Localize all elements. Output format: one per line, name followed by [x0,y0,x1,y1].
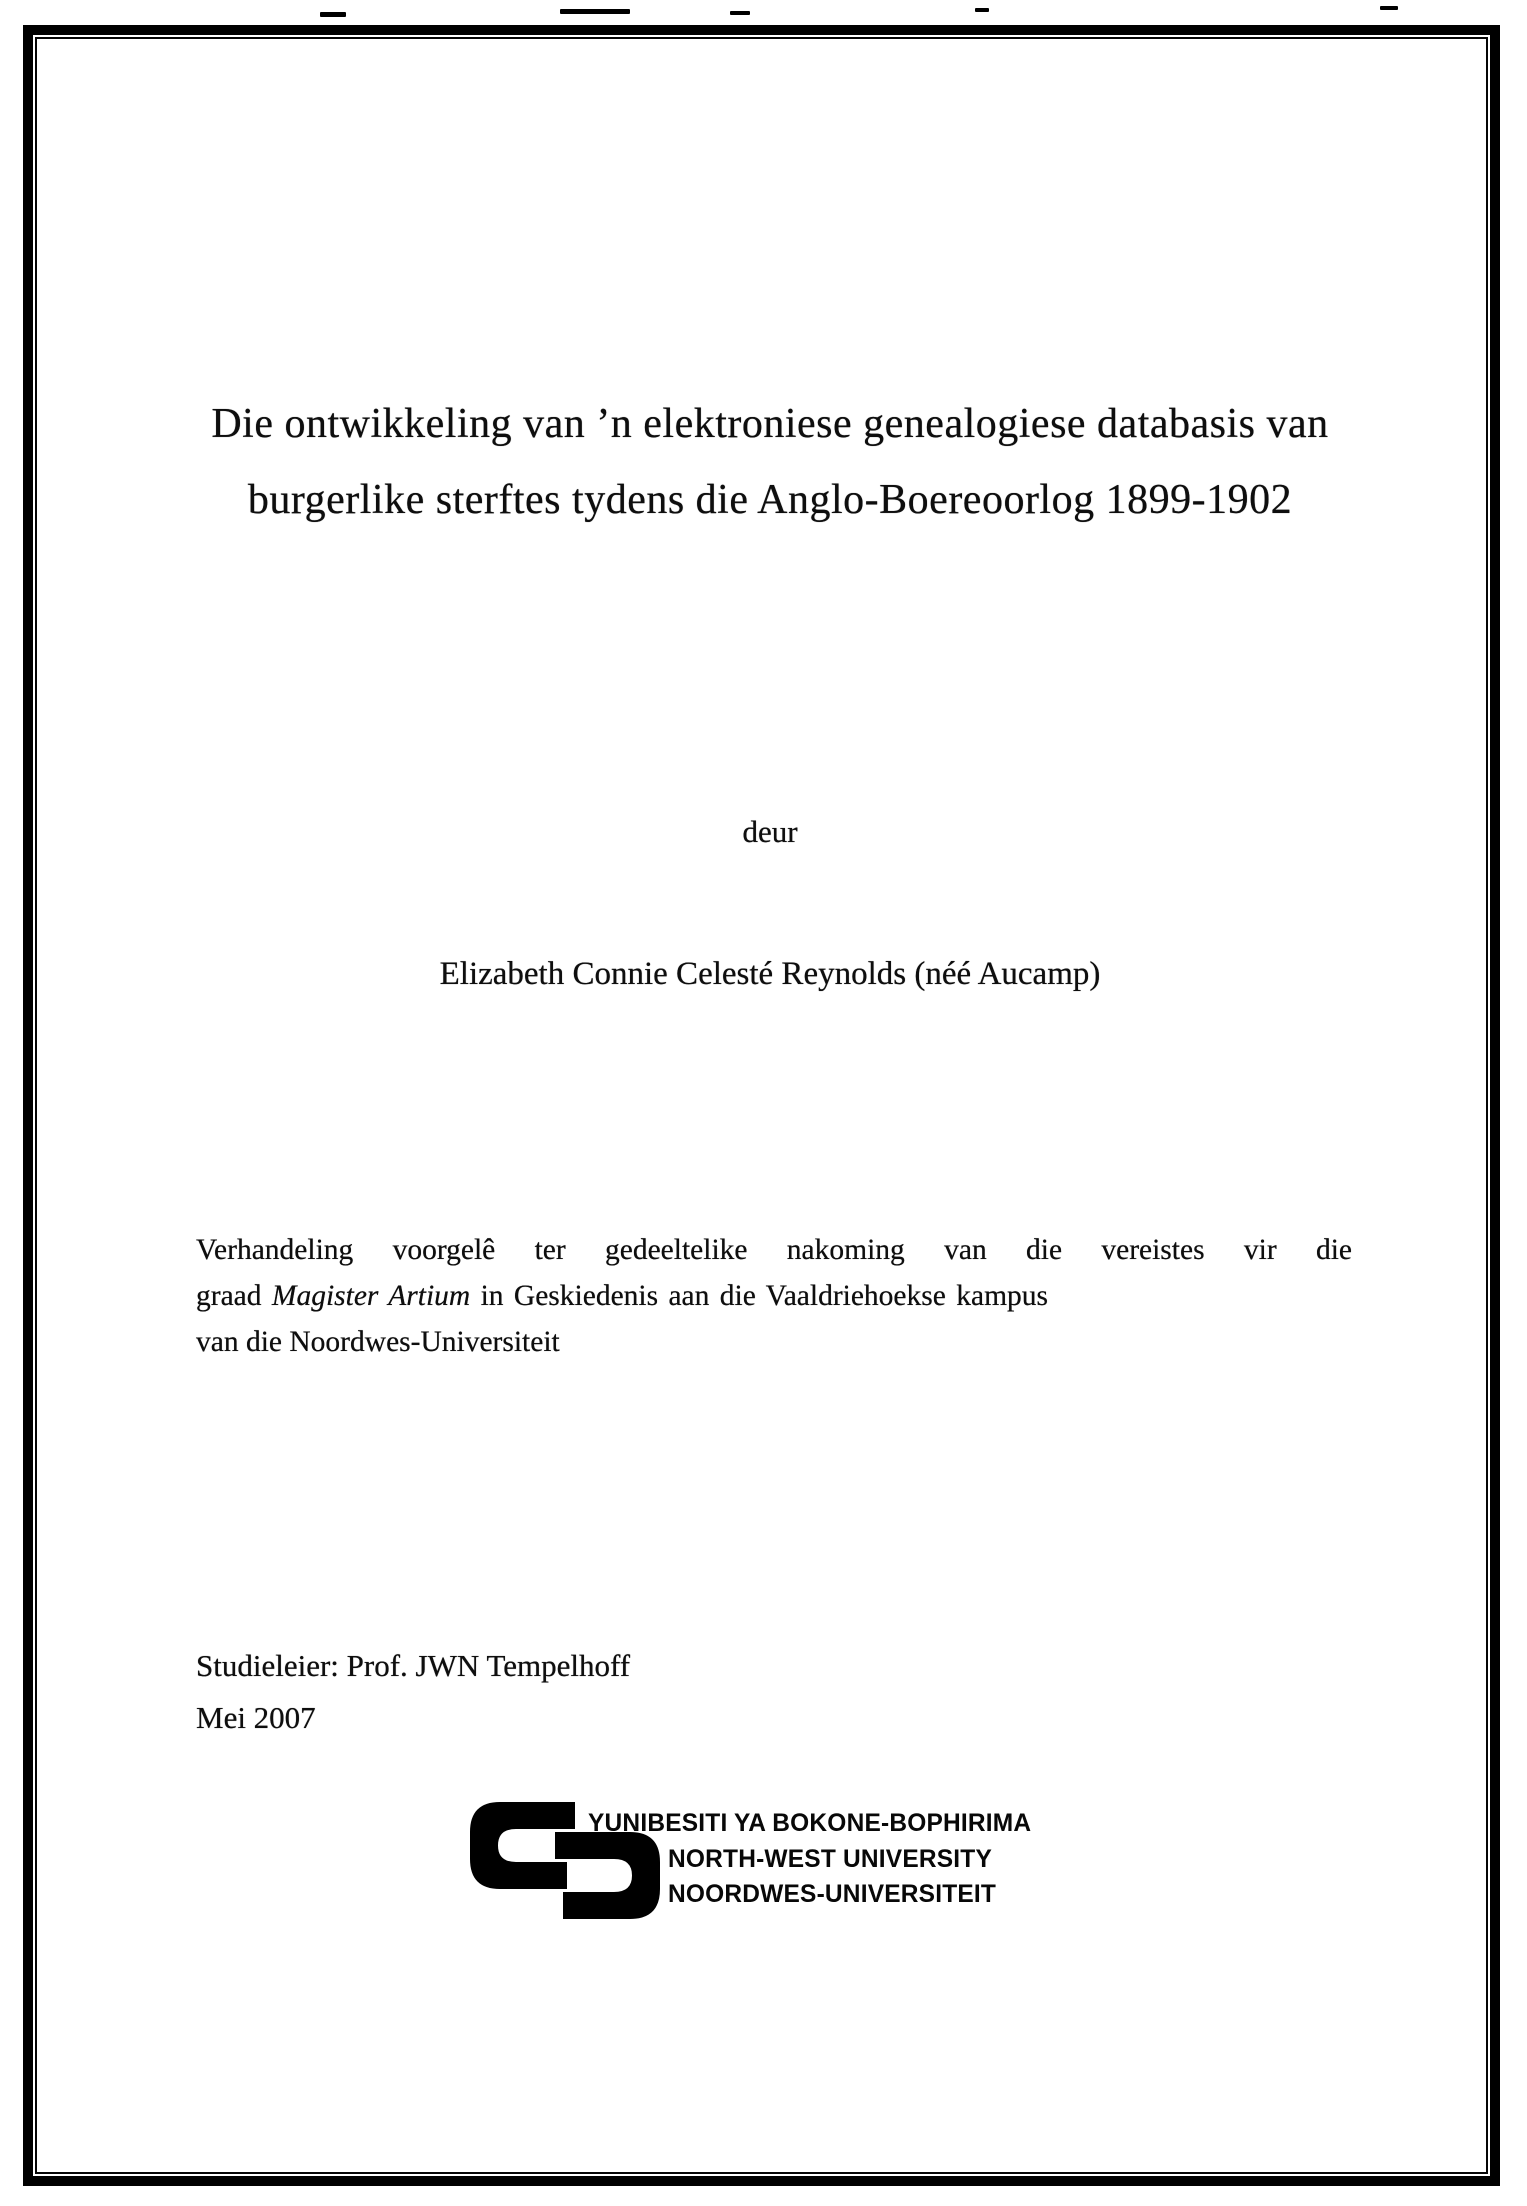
submission-statement-line-3: van die Noordwes-Universiteit [196,1326,560,1358]
thesis-title-line-1: Die ontwikkeling van ’n elektroniese genealogiese databasis van [211,401,1329,447]
university-logo [470,1798,1090,1938]
scan-artifact [1380,6,1398,10]
byline-label: deur [742,814,798,849]
scan-artifact [730,11,750,15]
date-line: Mei 2007 [196,1700,316,1735]
thesis-title-line-2: burgerlike sterftes tydens die Anglo-Boereoorlog 1899-1902 [247,477,1293,523]
degree-text-prefix: graad [196,1280,272,1312]
author-name: Elizabeth Connie Celesté Reynolds (néé Aucamp) [439,956,1101,992]
logo-text-afrikaans: NOORDWES-UNIVERSITEIT [668,1880,997,1908]
scan-artifact [560,9,630,14]
degree-name: Magister Artium [271,1280,471,1312]
degree-text-suffix: in Geskiedenis aan die Vaaldriehoekse kampus [470,1280,1048,1312]
scan-artifact [320,12,346,17]
logo-text-english: NORTH-WEST UNIVERSITY [668,1845,992,1873]
submission-statement-line-1: Verhandeling voorgelê ter gedeeltelike nakoming van die vereistes vir die [196,1234,1352,1266]
scan-artifact [975,8,989,12]
supervisor-line: Studieleier: Prof. JWN Tempelhoff [196,1648,631,1683]
logo-text-setswana: YUNIBESITI YA BOKONE-BOPHIRIMA [588,1809,1032,1837]
submission-statement-line-2 [196,1280,1352,1313]
